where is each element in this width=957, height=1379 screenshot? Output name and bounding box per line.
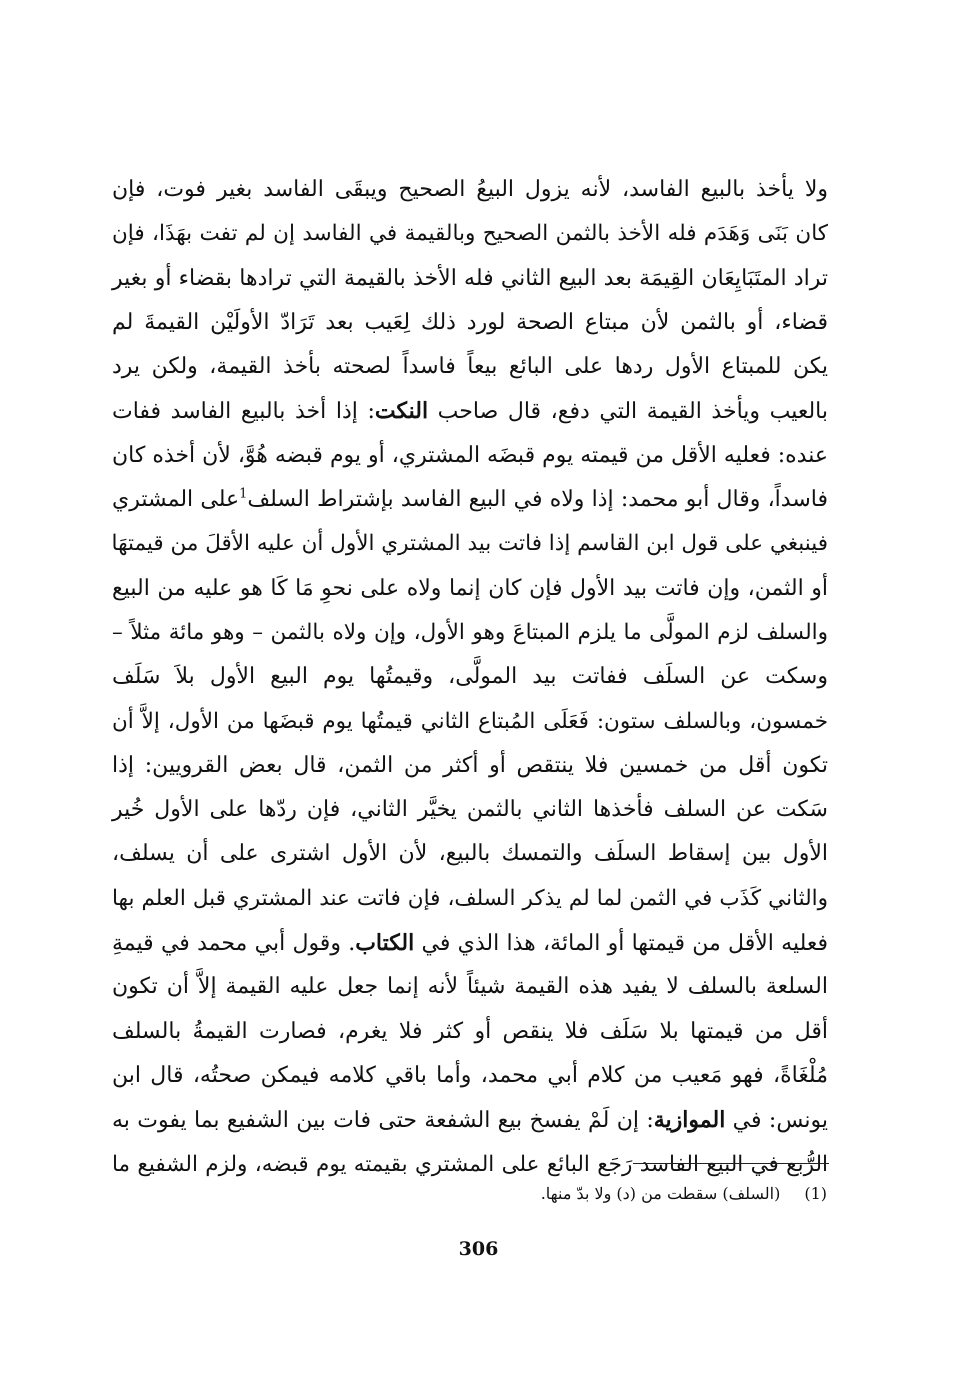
text-line [112, 921, 828, 965]
text-line [112, 478, 828, 522]
text-line [112, 1098, 828, 1142]
text-line: وسكت عن السلَف ففاتت بيد المولَّى، وقيمتُها يوم البيع الأول بلاَ سَلَف [112, 664, 828, 690]
book-title-kitab: الكتاب [355, 930, 415, 957]
text-line: والثاني كَذَب في الثمن لما لم يذكر السلف، فإن فاتت عند المشتري قبل العلم بها [112, 885, 828, 911]
footnote-divider [633, 1163, 829, 1164]
text-line: قضاء، أو بالثمن لأن مبتاع الصحة لورد ذلك لِعَيب بعد تَرَادّ الأولَيْن القيمةَ لم [112, 309, 828, 335]
text-segment: فاسداً، وقال أبو محمد: إذا ولاه في البيع الفاسد بإشتراط السلف [247, 487, 828, 513]
text-line: خمسون، وبالسلف ستون: فَعَلَى المُبتاع الثاني قيمتُها يوم قبضَها من الأول، إلاَّ أن [112, 708, 828, 734]
text-line: فينبغي على قول ابن القاسم إذا فاتت بيد المشتري الأول أن عليه الأقلَ من قيمتهَا [111, 531, 828, 557]
text-line: عنده: فعليه الأقل من قيمته يوم قبضَه المشتري، أو يوم قبضه هُوَّ، لأن أخذه كان [112, 442, 828, 468]
text-line: أو الثمن، وإن فاتت بيد الأول فإن كان إنما ولاه على نحوِ مَا كَا هو عليه من البيع [112, 575, 828, 601]
text-line: تراد المتَبَايِعَان القِيمَة بعد البيع الثاني فله الأخذ بالقيمة التي ترادها بقضاء أو بغير [112, 265, 828, 291]
text-segment: يونس: في [725, 1108, 828, 1134]
text-line: الأول بين إسقاط السلَف والتمسك بالبيع، لأن الأول اشترى على أن يسلف، [112, 841, 828, 867]
footnote-text: (السلف) سقطت من (د) ولا بدّ منها. [540, 1184, 781, 1203]
text-segment: : إذا أخذ بالبيع الفاسد ففات [112, 399, 375, 425]
text-line: السلعة بالسلف لا يفيد هذه القيمة شيئاً لأنه إنما جعل عليه القيمة إلاَّ أن تكون [112, 974, 828, 1000]
text-line [112, 389, 828, 433]
text-line: أقل من قيمتها بلا سَلَف فلا ينقص أو كثر فلا يغرم، فصارت القيمةُ بالسلف [112, 1018, 828, 1044]
text-line: يكن للمبتاع الأول ردها على البائع بيعاً فاسداً لصحته بأخذ القيمة، ولكن يرد [112, 354, 828, 380]
text-line: تكون أقل من خمسين فلا ينتقص أو أكثر من الثمن، قال بعض القرويين: إذا [112, 752, 828, 778]
text-segment: بالعيب ويأخذ القيمة التي دفع، قال صاحب [428, 399, 828, 425]
text-segment: . وقول أبي محمد في قيمةِ [112, 931, 356, 957]
book-title-nukat: النكت [374, 398, 429, 425]
text-line: الرُّبع في البيع الفاسد رَجَع البائع على المشتري بقيمته يوم قبضه، ولزم الشفيع ما [112, 1151, 828, 1177]
text-segment: على المشتري [112, 487, 240, 513]
text-line: سَكت عن السلف فأخذها الثاني بالثمن يخيَّر الثاني، فإن ردّها على الأول خُير [112, 797, 828, 823]
book-title-mawwaziyya: الموازية [653, 1107, 726, 1134]
text-line: كان بَنَى وَهَدَم فله الأخذ بالثمن الصحيح وبالقيمة في الفاسد إن لم تفت بهَذَا، فإن [112, 221, 828, 247]
footnote [541, 1180, 827, 1208]
page-number: 306 [458, 1238, 499, 1260]
footnote-reference: 1 [239, 486, 248, 502]
text-line: مُلْغَاةً، فهو مَعيب من كلام أبي محمد، وأما باقي كلامه فيمكن صحتُه، قال ابن [112, 1062, 828, 1088]
text-segment: : إن لَمْ يفسخ بيع الشفعة حتى فات بين الشفيع بما يفوت به [112, 1108, 654, 1134]
text-line: ولا يأخذ بالبيع الفاسد، لأنه يزول البيعُ الصحيح ويبقَى الفاسد بغير فوت، فإن [112, 177, 828, 202]
text-line: والسلف لزم المولَّى ما يلزم المبتاعَ وهو الأول، وإن ولاه بالثمن – وهو مائة مثلاً – [112, 619, 828, 645]
text-segment: فعليه الأقل من قيمتها أو المائة، هذا الذي في [414, 931, 829, 957]
body-text [112, 168, 828, 1187]
footnote-number: (1) [804, 1184, 827, 1203]
